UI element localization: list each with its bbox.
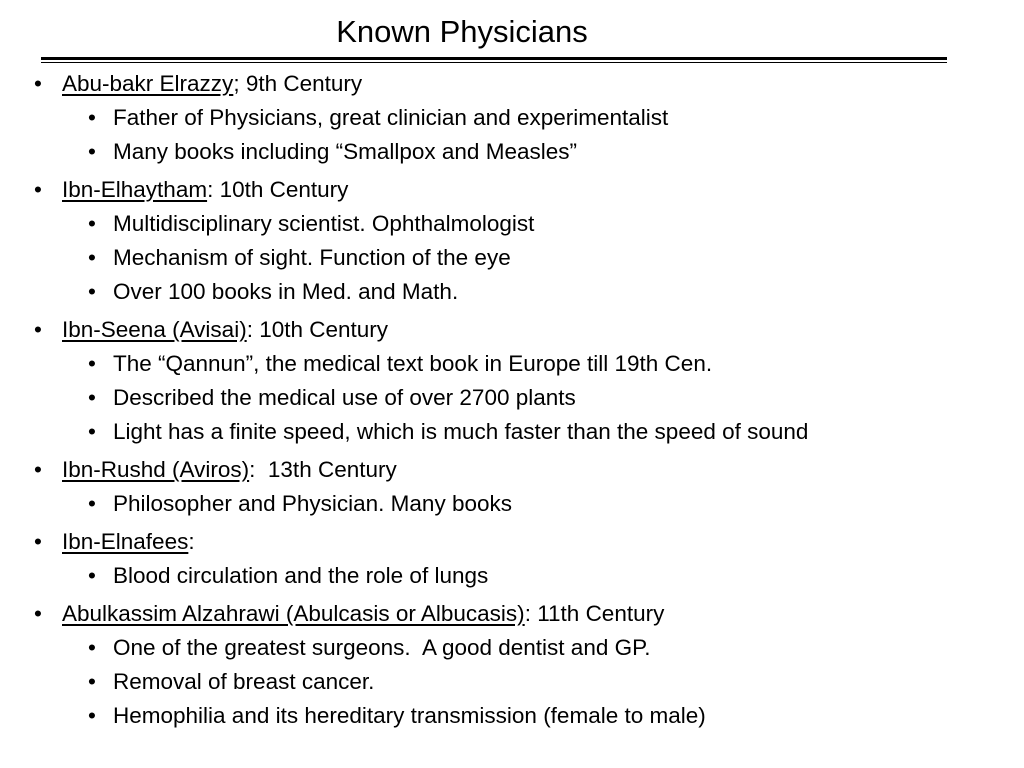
sub-point xyxy=(0,207,1024,241)
bullet-icon: • xyxy=(34,529,42,554)
bullet-icon: • xyxy=(88,105,96,130)
sub-point xyxy=(0,241,1024,275)
physician-name: Ibn-Elnafees xyxy=(62,529,189,554)
bullet-icon: • xyxy=(88,139,96,164)
bullet-list xyxy=(0,67,1024,733)
bullet-icon: • xyxy=(88,279,96,304)
bullet-icon: • xyxy=(88,419,96,444)
sub-point-text: Philosopher and Physician. Many books xyxy=(113,491,512,516)
sub-point-text: Removal of breast cancer. xyxy=(113,669,375,694)
physician-century: : 13th Century xyxy=(249,457,397,482)
physician-entry-elhaytham xyxy=(0,173,1024,309)
bullet-icon: • xyxy=(88,385,96,410)
sub-point-text: Hemophilia and its hereditary transmission (female to male) xyxy=(113,703,706,728)
sub-point xyxy=(0,415,1024,449)
bullet-icon: • xyxy=(34,601,42,626)
sub-point xyxy=(0,275,1024,309)
physician-name: Ibn-Seena (Avisai) xyxy=(62,317,247,342)
physician-century: ; 9th Century xyxy=(233,71,363,96)
bullet-icon: • xyxy=(88,351,96,376)
sub-point-text: Blood circulation and the role of lungs xyxy=(113,563,489,588)
sub-point-text: Many books including “Smallpox and Measles” xyxy=(113,139,577,164)
title-rule-thin xyxy=(41,62,947,63)
sub-point-text: Light has a finite speed, which is much faster than the speed of sound xyxy=(113,419,809,444)
sub-point xyxy=(0,559,1024,593)
bullet-icon: • xyxy=(34,457,42,482)
sub-point xyxy=(0,101,1024,135)
sub-point-text: Mechanism of sight. Function of the eye xyxy=(113,245,511,270)
physician-entry-ibn-rushd xyxy=(0,453,1024,521)
sub-point xyxy=(0,381,1024,415)
sub-point xyxy=(0,631,1024,665)
physician-name: Ibn-Rushd (Aviros) xyxy=(62,457,250,482)
bullet-icon: • xyxy=(88,211,96,236)
physician-heading xyxy=(0,597,1024,631)
sub-point-text: Described the medical use of over 2700 plants xyxy=(113,385,576,410)
bullet-icon: • xyxy=(88,563,96,588)
physician-century: : xyxy=(188,529,195,554)
bullet-icon: • xyxy=(34,71,42,96)
physician-heading xyxy=(0,67,1024,101)
sub-point xyxy=(0,665,1024,699)
bullet-icon: • xyxy=(88,669,96,694)
bullet-icon: • xyxy=(34,177,42,202)
physician-entry-alzahrawi xyxy=(0,597,1024,733)
physician-heading xyxy=(0,173,1024,207)
physician-entry-ibn-seena xyxy=(0,313,1024,449)
bullet-icon: • xyxy=(34,317,42,342)
sub-point-text: The “Qannun”, the medical text book in Europe till 19th Cen. xyxy=(113,351,713,376)
sub-point-text: Over 100 books in Med. and Math. xyxy=(113,279,459,304)
sub-point xyxy=(0,699,1024,733)
sub-point-text: Multidisciplinary scientist. Ophthalmologist xyxy=(113,211,535,236)
bullet-icon: • xyxy=(88,635,96,660)
sub-point-text: Father of Physicians, great clinician and experimentalist xyxy=(113,105,669,130)
physician-entry-ibn-elnafees xyxy=(0,525,1024,593)
physician-century: : 10th Century xyxy=(207,177,349,202)
sub-point-text: One of the greatest surgeons. A good dentist and GP. xyxy=(113,635,651,660)
title-rule-thick xyxy=(41,57,947,60)
physician-century: : 10th Century xyxy=(246,317,389,342)
sub-point xyxy=(0,487,1024,521)
physician-name: Abu-bakr Elrazzy xyxy=(62,71,234,96)
physician-heading xyxy=(0,313,1024,347)
physician-heading xyxy=(0,453,1024,487)
physician-name: Abulkassim Alzahrawi (Abulcasis or Albucasis) xyxy=(62,601,525,626)
physician-name: Ibn-Elhaytham xyxy=(62,177,208,202)
sub-point xyxy=(0,347,1024,381)
sub-point xyxy=(0,135,1024,169)
bullet-icon: • xyxy=(88,245,96,270)
physician-heading xyxy=(0,525,1024,559)
bullet-icon: • xyxy=(88,703,96,728)
bullet-icon: • xyxy=(88,491,96,516)
slide-title: Known Physicians xyxy=(336,14,588,49)
physician-century: : 11th Century xyxy=(524,601,665,626)
physician-entry-elrazzy xyxy=(0,67,1024,169)
